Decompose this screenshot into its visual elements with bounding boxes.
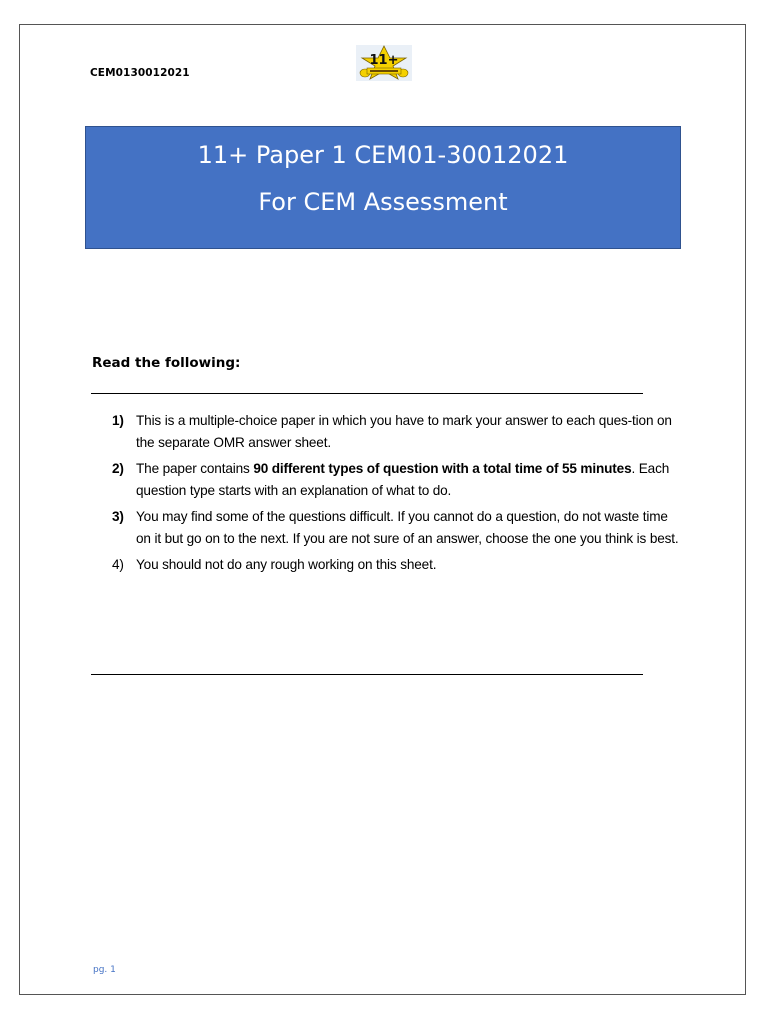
item-text-bold: 90 different types of question with a total time of 55 minutes — [253, 461, 632, 476]
item-number: 2) — [112, 461, 124, 476]
paper-subtitle: For CEM Assessment — [258, 188, 508, 216]
list-item — [112, 458, 684, 501]
top-divider — [91, 393, 643, 394]
paper-title: 11+ Paper 1 CEM01-30012021 — [197, 141, 569, 169]
page-number: pg. 1 — [93, 965, 116, 975]
list-item — [112, 554, 684, 576]
logo-text: 11+ — [369, 53, 399, 68]
instructions-heading: Read the following: — [92, 355, 241, 371]
item-text-before: The paper contains — [136, 461, 254, 476]
item-number: 4) — [112, 557, 124, 572]
instructions-list — [112, 410, 684, 581]
eleven-plus-star-logo-icon — [356, 45, 412, 81]
item-number: 1) — [112, 413, 124, 428]
list-item — [112, 506, 684, 549]
list-item — [112, 410, 684, 453]
item-number: 3) — [112, 509, 124, 524]
document-page — [19, 24, 746, 995]
item-text: You may find some of the questions difficult. If you cannot do a question, do not waste time on it but go on to the next. If you are not sure of an answer, choose the one you think is best. — [136, 509, 679, 546]
item-text: You should not do any rough working on this sheet. — [136, 557, 437, 572]
bottom-divider — [91, 674, 643, 675]
item-text: This is a multiple-choice paper in which you have to mark your answer to each ques-tion on the separate OMR answer sheet. — [136, 413, 672, 450]
item-text-after: . Each question type starts with an explanation of what to do. — [136, 461, 670, 498]
document-code: CEM0130012021 — [90, 67, 190, 79]
title-banner — [85, 126, 681, 249]
